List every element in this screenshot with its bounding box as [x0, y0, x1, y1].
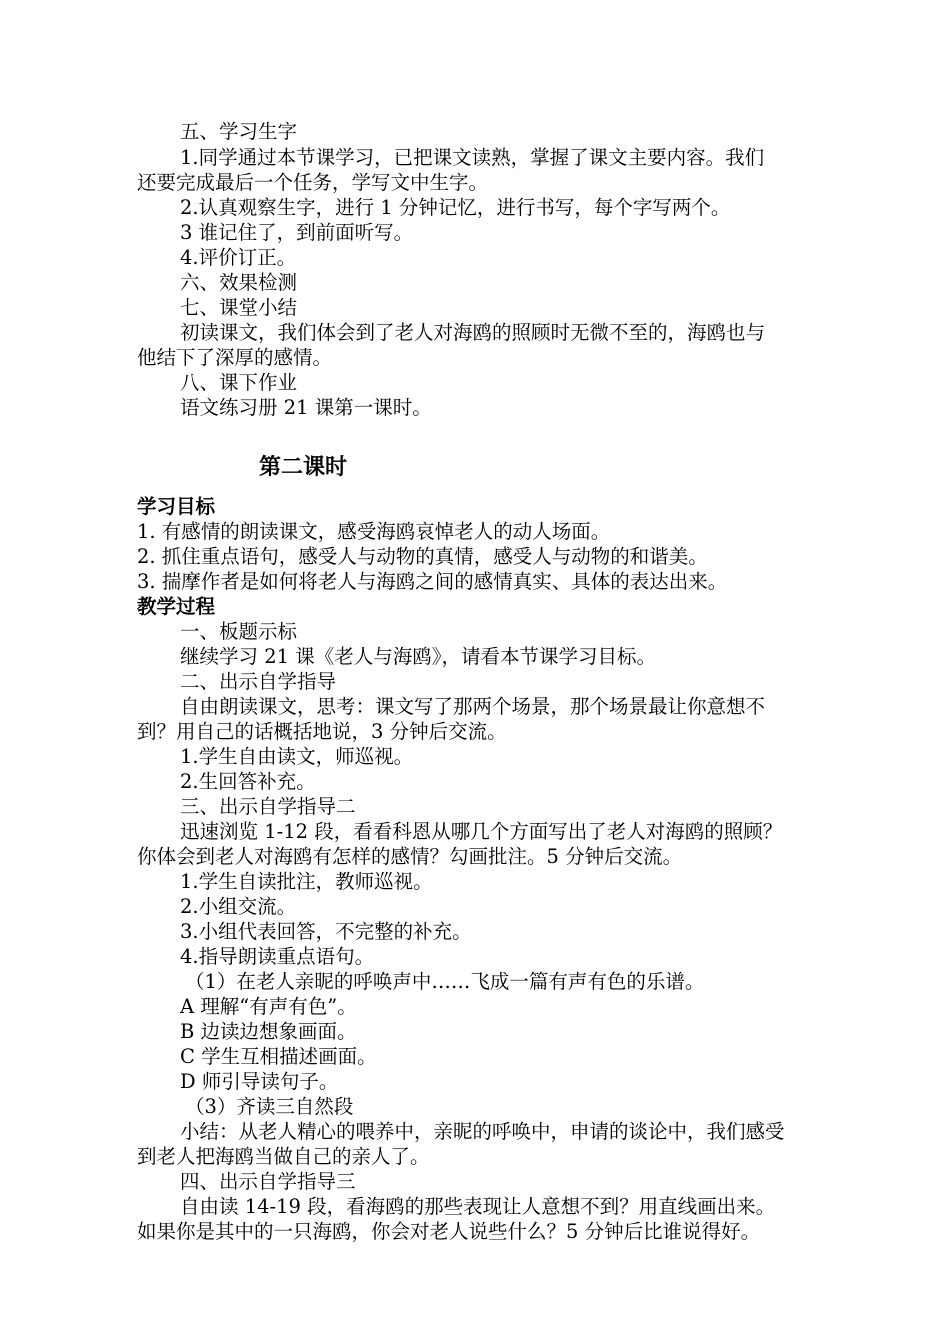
paragraph-line: 继续学习 21 课《老人与海鸥》，请看本节课学习目标。 [180, 645, 656, 668]
list-item: 3.小组代表回答，不完整的补充。 [180, 920, 472, 943]
lesson-title: 第二课时 [259, 455, 348, 480]
step-heading: 一、板题示标 [180, 620, 298, 643]
step-heading: 二、出示自学指导 [180, 670, 337, 693]
list-item: C 学生互相描述画面。 [180, 1045, 377, 1068]
paragraph-line: 初读课文，我们体会到了老人对海鸥的照顾时无微不至的，海鸥也与 [180, 321, 766, 344]
paragraph-line: 还要完成最后一个任务，学写文中生字。 [137, 171, 489, 194]
paragraph-line: 语文练习册 21 课第一课时。 [180, 396, 432, 419]
list-item: 1.学生自读批注，教师巡视。 [180, 870, 433, 893]
list-item: 1.学生自由读文，师巡视。 [180, 745, 414, 768]
goal-item: 1. 有感情的朗读课文，感受海鸥哀悼老人的动人场面。 [137, 520, 611, 543]
paragraph-line: 自由读 14-19 段，看海鸥的那些表现让人意想不到？用直线画出来。 [180, 1195, 776, 1218]
paragraph-line: 你体会到老人对海鸥有怎样的感情？勾画批注。5 分钟后交流。 [137, 845, 683, 868]
list-item: 4.指导朗读重点语句。 [180, 945, 375, 968]
step-heading: 三、出示自学指导二 [180, 795, 356, 818]
paragraph-line: 迅速浏览 1-12 段，看看科恩从哪几个方面写出了老人对海鸥的照顾？ [180, 820, 783, 843]
section-heading-7: 七、课堂小结 [180, 296, 298, 319]
paragraph-line: 3 谁记住了，到前面听写。 [180, 221, 414, 244]
list-item: 2.生回答补充。 [180, 770, 316, 793]
paragraph-line: 如果你是其中的一只海鸥，你会对老人说些什么？5 分钟后比谁说得好。 [137, 1220, 761, 1243]
list-item: （1）在老人亲昵的呼唤声中……飞成一篇有声有色的乐谱。 [185, 970, 705, 993]
paragraph-line: 2.认真观察生字，进行 1 分钟记忆，进行书写，每个字写两个。 [180, 196, 731, 219]
list-item: D 师引导读句子。 [180, 1070, 339, 1093]
paragraph-line: 4.评价订正。 [180, 246, 297, 269]
step-heading: 四、出示自学指导三 [180, 1170, 356, 1193]
section-heading-6: 六、效果检测 [180, 271, 298, 294]
section-heading-8: 八、课下作业 [180, 371, 298, 394]
paragraph-line: 自由朗读课文，思考：课文写了那两个场景，那个场景最让你意想不 [180, 695, 766, 718]
goal-item: 3. 揣摩作者是如何将老人与海鸥之间的感情真实、具体的表达出来。 [137, 570, 728, 593]
process-heading: 教学过程 [137, 595, 216, 618]
section-heading-5: 五、学习生字 [180, 120, 298, 143]
paragraph-line: 小结：从老人精心的喂养中，亲昵的呼唤中，申请的谈论中，我们感受 [180, 1120, 785, 1143]
paragraph-line: 到老人把海鸥当做自己的亲人了。 [137, 1145, 430, 1168]
list-item: A 理解“有声有色”。 [180, 995, 357, 1018]
list-item: （3）齐读三自然段 [185, 1095, 354, 1118]
goals-heading: 学习目标 [137, 495, 216, 518]
goal-item: 2. 抓住重点语句，感受人与动物的真情，感受人与动物的和谐美。 [137, 545, 708, 568]
paragraph-line: 到？用自己的话概括地说，3 分钟后交流。 [137, 720, 507, 743]
list-item: B 边读边想象画面。 [180, 1020, 357, 1043]
paragraph-line: 他结下了深厚的感情。 [137, 346, 333, 369]
paragraph-line: 1.同学通过本节课学习，已把课文读熟，掌握了课文主要内容。我们 [180, 146, 765, 169]
list-item: 2.小组交流。 [180, 895, 297, 918]
